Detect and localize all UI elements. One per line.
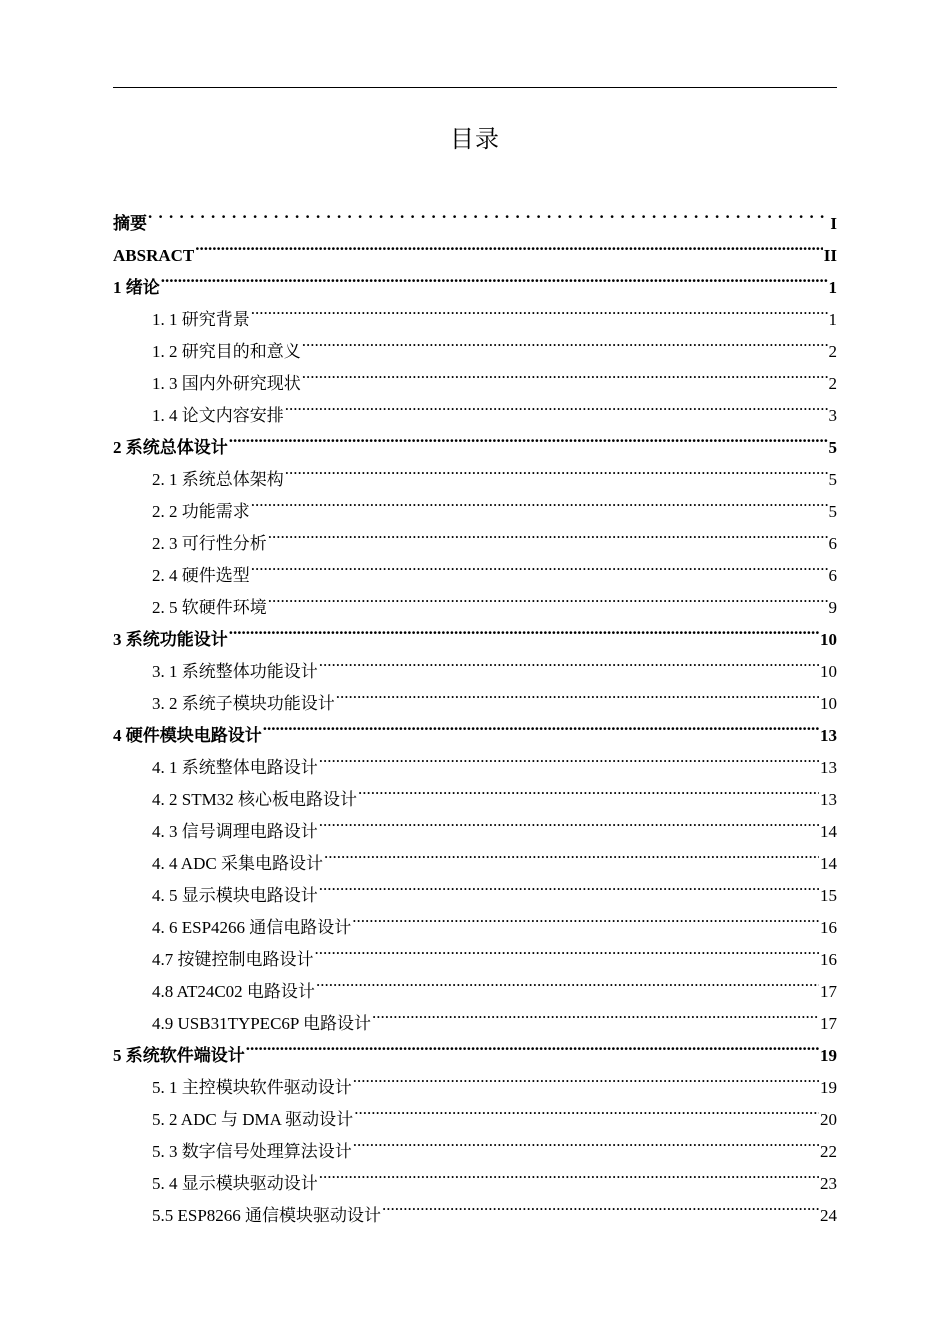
toc-entry-label: ABSRACT	[113, 246, 195, 265]
toc-dot-leader	[352, 901, 819, 933]
toc-dot-leader	[263, 709, 819, 741]
toc-dot-leader	[319, 645, 819, 677]
toc-entry-label: 5.5 ESP8266 通信模块驱动设计	[152, 1206, 382, 1225]
toc-dot-leader	[161, 261, 828, 293]
toc-dot-leader	[195, 229, 823, 261]
toc-page-number: 15	[820, 886, 837, 905]
toc-dot-leader	[319, 805, 819, 837]
toc-entry-label: 4.9 USB31TYPEC6P 电路设计	[152, 1014, 371, 1033]
toc-chapter-entry[interactable]	[113, 197, 837, 233]
toc-page-number: 23	[820, 1174, 837, 1193]
toc-entry-label: 2. 5 软硬件环境	[152, 598, 267, 617]
toc-dot-leader	[251, 549, 828, 581]
toc-dot-leader	[382, 1189, 819, 1221]
toc-entry-label: 1 绪论	[113, 278, 160, 297]
toc-entry-label: 4. 3 信号调理电路设计	[152, 822, 318, 841]
toc-dot-leader	[354, 1093, 819, 1125]
toc-dot-leader	[251, 293, 828, 325]
toc-page-number: 13	[820, 790, 837, 809]
toc-dot-leader	[372, 997, 819, 1029]
toc-entry-label: 2. 1 系统总体架构	[152, 470, 284, 489]
toc-entry-label: 5. 2 ADC 与 DMA 驱动设计	[152, 1110, 354, 1129]
toc-dot-leader	[319, 741, 819, 773]
toc-page-number: 2	[828, 342, 837, 361]
toc-dot-leader	[336, 677, 819, 709]
toc-page-number: 20	[820, 1110, 837, 1129]
toc-chapter-entry[interactable]	[113, 229, 837, 265]
toc-dot-leader	[358, 773, 819, 805]
toc-dot-leader	[302, 325, 828, 357]
toc-page-number: 6	[828, 566, 837, 585]
toc-dot-leader	[285, 453, 828, 485]
toc-entry-label: 4. 5 显示模块电路设计	[152, 886, 318, 905]
toc-page-number: 16	[820, 950, 837, 969]
toc-entry-label: 1. 1 研究背景	[152, 310, 250, 329]
toc-page-number: 9	[828, 598, 837, 617]
toc-page-number: 5	[828, 470, 837, 489]
toc-dot-leader	[316, 965, 819, 997]
toc-page-number: 5	[828, 438, 837, 457]
toc-page-number: 22	[820, 1142, 837, 1161]
toc-dot-leader	[268, 517, 828, 549]
toc-entry-label: 5. 1 主控模块软件驱动设计	[152, 1078, 352, 1097]
toc-dot-leader	[285, 389, 828, 421]
toc-page-number: 3	[828, 406, 837, 425]
toc-entry-label: 4. 4 ADC 采集电路设计	[152, 854, 323, 873]
toc-page-number: 1	[828, 310, 837, 329]
toc-page-number: 19	[820, 1046, 837, 1065]
table-of-contents	[113, 197, 837, 1225]
toc-page-number: 10	[820, 662, 837, 681]
toc-page-number: II	[823, 246, 837, 265]
toc-dot-leader	[268, 581, 828, 613]
toc-entry-label: 2 系统总体设计	[113, 438, 228, 457]
toc-dot-leader	[302, 357, 828, 389]
toc-page-number: I	[830, 214, 837, 233]
toc-entry-label: 1. 4 论文内容安排	[152, 406, 284, 425]
toc-page-number: 13	[820, 726, 837, 745]
toc-page-number: 10	[820, 630, 837, 649]
toc-page-number: 10	[820, 694, 837, 713]
toc-dot-leader	[229, 421, 828, 453]
toc-dot-leader	[315, 933, 820, 965]
toc-dot-leader	[324, 837, 819, 869]
toc-page-number: 6	[828, 534, 837, 553]
toc-page-number: 16	[820, 918, 837, 937]
toc-section-entry[interactable]	[113, 293, 837, 329]
toc-entry-label: 3 系统功能设计	[113, 630, 228, 649]
toc-entry-label: 2. 2 功能需求	[152, 502, 250, 521]
toc-entry-label: 5 系统软件端设计	[113, 1046, 245, 1065]
toc-page-number: 5	[828, 502, 837, 521]
toc-page-number: 1	[828, 278, 837, 297]
toc-dot-leader	[251, 485, 828, 517]
toc-page-number: 14	[820, 822, 837, 841]
toc-entry-label: 2. 4 硬件选型	[152, 566, 250, 585]
toc-entry-label: 5. 4 显示模块驱动设计	[152, 1174, 318, 1193]
toc-entry-label: 4 硬件模块电路设计	[113, 726, 262, 745]
toc-entry-label: 2. 3 可行性分析	[152, 534, 267, 553]
toc-page-number: 17	[820, 982, 837, 1001]
toc-entry-label: 4.7 按键控制电路设计	[152, 950, 314, 969]
toc-entry-label: 4.8 AT24C02 电路设计	[152, 982, 315, 1001]
toc-dot-leader	[319, 869, 819, 901]
toc-entry-label: 3. 1 系统整体功能设计	[152, 662, 318, 681]
toc-dot-leader	[229, 613, 819, 645]
toc-dot-leader	[353, 1061, 819, 1093]
header-rule	[113, 87, 837, 88]
toc-page-number: 13	[820, 758, 837, 777]
toc-entry-label: 1. 2 研究目的和意义	[152, 342, 301, 361]
toc-entry-label: 摘要	[113, 214, 147, 233]
toc-dot-leader	[319, 1157, 819, 1189]
toc-page-number: 17	[820, 1014, 837, 1033]
toc-dot-leader	[246, 1029, 819, 1061]
toc-entry-label: 5. 3 数字信号处理算法设计	[152, 1142, 352, 1161]
toc-entry-label: 4. 1 系统整体电路设计	[152, 758, 318, 777]
toc-entry-label: 3. 2 系统子模块功能设计	[152, 694, 335, 713]
page-title: 目录	[450, 125, 500, 153]
toc-entry-label: 1. 3 国内外研究现状	[152, 374, 301, 393]
toc-page-number: 14	[820, 854, 837, 873]
toc-entry-label: 4. 2 STM32 核心板电路设计	[152, 790, 357, 809]
toc-chapter-entry[interactable]	[113, 261, 837, 297]
toc-page-number: 2	[828, 374, 837, 393]
toc-page-number: 24	[820, 1206, 837, 1225]
toc-page-number: 19	[820, 1078, 837, 1097]
toc-entry-label: 4. 6 ESP4266 通信电路设计	[152, 918, 352, 937]
toc-dot-leader	[148, 197, 829, 229]
toc-dot-leader	[353, 1125, 819, 1157]
